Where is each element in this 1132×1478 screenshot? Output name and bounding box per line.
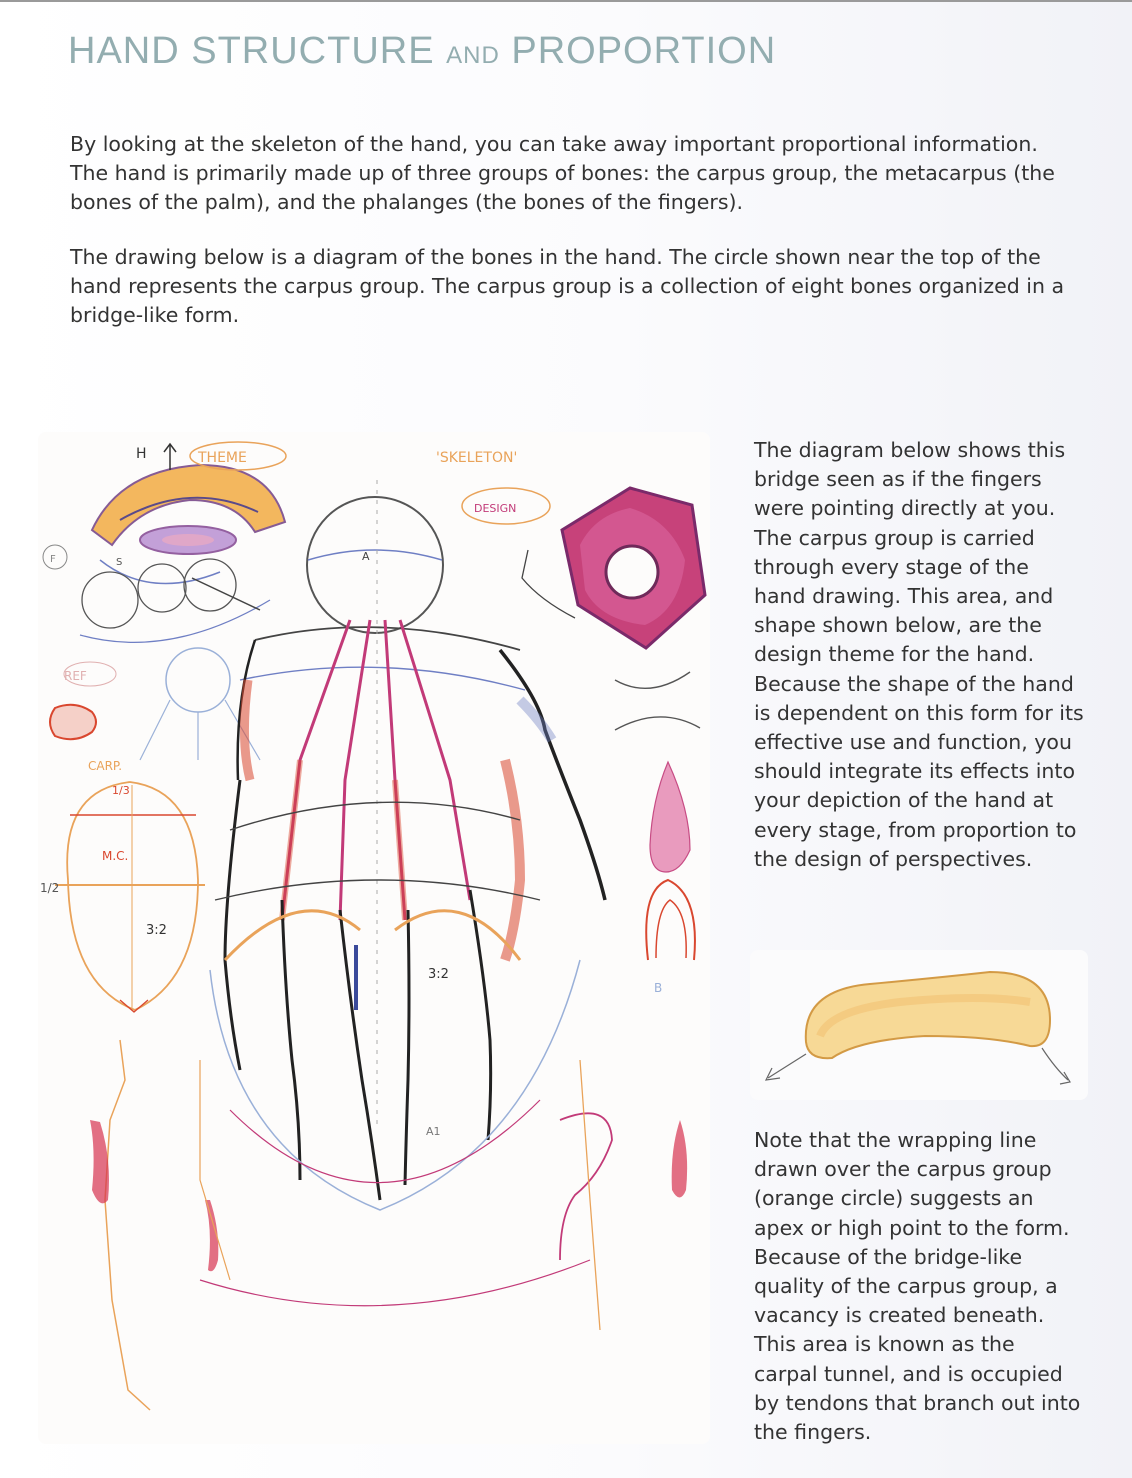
annotation-mc: M.C. (102, 849, 129, 863)
title-end: PROPORTION (511, 30, 777, 72)
annotation-third: 1/3 (112, 784, 130, 797)
sidebar-paragraph-1: The diagram below shows this bridge seen as if the fingers were pointing directly at you. The carpus group is carried through every stage of the hand drawing. This area, and shape shown below, are the design theme for the hand. Because the shape of the hand is dependent on this form for its effective use and function, you should integrate its effects into your depiction of the hand at every stage, from proportion to the design of perspectives. (754, 438, 1084, 871)
carpus-bridge-illustration (750, 950, 1088, 1100)
reference-circle-sketch (50, 648, 260, 760)
annotation-ref: REF (64, 669, 87, 683)
bridge-diagram-box (750, 950, 1088, 1100)
hand-skeleton-drawing (200, 480, 605, 1306)
annotation-skeleton: 'SKELETON' (436, 450, 518, 466)
annotation-design: DESIGN (474, 502, 517, 515)
title-main: HAND STRUCTURE (68, 30, 435, 72)
annotation-a: A (362, 550, 370, 563)
proportion-ellipse-sketch (55, 782, 205, 1012)
annotation-f: F (50, 554, 56, 565)
annotation-ratio-center: 3:2 (428, 967, 449, 982)
annotation-theme: THEME (198, 450, 247, 466)
sidebar-paragraph-2: Note that the wrapping line drawn over the carpus group (orange circle) suggests an apex or high point to the form. Because of the bridge-like quality of the carpus group, a vacancy is created beneath. This area is known as the carpal tunnel, and is occupied by tendons that branch out into the fingers. (754, 1128, 1081, 1445)
intro-paragraph-2: The drawing below is a diagram of the bones in the hand. The circle shown near the top of the hand represents the carpus group. The carpus group is a collection of eight bones organized in a bridge-like form. (70, 245, 1065, 327)
carpus-bridge-sketch (43, 442, 286, 642)
title-connector: AND (446, 42, 500, 69)
annotation-a1: A1 (426, 1125, 441, 1138)
annotation-carp: CARP. (88, 759, 123, 773)
annotation-h: H (136, 446, 147, 462)
right-side-studies (560, 672, 700, 1330)
annotation-s: S (116, 557, 123, 568)
finger-outline-left-sketch (90, 1040, 230, 1410)
intro-paragraph-1: By looking at the skeleton of the hand, you can take away important proportional information. The hand is primarily made up of three groups of bones: the carpus group, the metacarpus (the bones of the palm), and the phalanges (the bones of the fingers). (70, 132, 1055, 214)
annotation-ratio-left: 3:2 (146, 923, 167, 938)
annotation-half: 1/2 (40, 881, 60, 895)
annotation-b: B (654, 981, 663, 995)
